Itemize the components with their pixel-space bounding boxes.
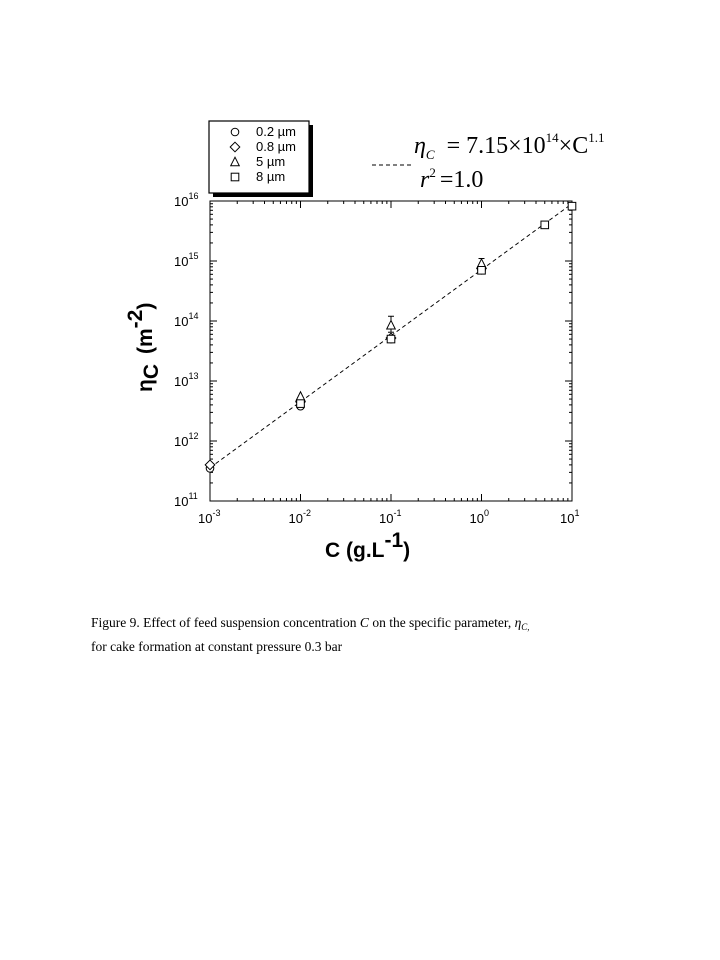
fit-c-exp: 1.1: [588, 130, 605, 145]
x-tick-exp: -3: [212, 508, 221, 518]
plot-frame: [210, 201, 572, 501]
figure-caption: [91, 613, 651, 656]
x-tick-labels: [198, 508, 579, 526]
svg-text:ηC= 7.15×1014×C1.1: [414, 130, 604, 162]
y-tick-exp: 14: [188, 311, 199, 321]
y-tick-base: 10: [174, 314, 189, 329]
y-tick-label: [174, 191, 198, 209]
y-axis-unit: (m: [134, 328, 157, 354]
legend-label: 5 µm: [256, 154, 286, 169]
y-tick-label: [174, 251, 198, 269]
y-tick-label: [174, 311, 198, 329]
legend-label: 0.2 µm: [256, 124, 297, 139]
y-tick-exp: 15: [188, 251, 199, 261]
x-axis-label-suffix: ): [403, 539, 411, 562]
y-tick-exp: 12: [188, 431, 199, 441]
fit-times-c: ×C: [558, 133, 589, 159]
fit-rhs-exp: 14: [545, 130, 559, 145]
y-tick-base: 10: [174, 494, 189, 509]
axis-ticks: [210, 201, 572, 501]
legend-label: 0.8 µm: [256, 139, 297, 154]
y-axis-title: [124, 303, 163, 392]
svg-text:r2=1.0: [420, 165, 483, 193]
y-axis-label-sub: C: [140, 364, 163, 380]
x-tick-base: 10: [288, 511, 303, 526]
legend-label: 8 µm: [256, 169, 286, 184]
y-tick-exp: 16: [188, 191, 199, 201]
caption-middle: on the specific parameter,: [368, 615, 515, 630]
fit-r2-exp: 2: [429, 165, 436, 180]
caption-eta: η: [514, 615, 522, 630]
x-tick-exp: 1: [574, 508, 580, 518]
x-tick-exp: 0: [483, 508, 489, 518]
y-tick-label: [174, 371, 198, 389]
y-tick-labels: [174, 191, 198, 509]
error-bars: [388, 259, 485, 333]
x-tick-label: [560, 508, 579, 526]
y-tick-base: 10: [174, 194, 189, 209]
fit-eta-symbol: η: [414, 133, 426, 159]
fit-eta-sub: C: [425, 147, 435, 162]
data-point-square: [541, 221, 549, 229]
data-point-square: [478, 266, 486, 274]
x-tick-exp: -2: [302, 508, 311, 518]
fit-r2-label: r: [420, 167, 430, 193]
data-point-square: [297, 400, 305, 408]
fit-r2-value: =1.0: [439, 167, 484, 193]
x-tick-base: 10: [560, 511, 575, 526]
data-point-triangle: [296, 392, 305, 401]
data-point-square: [568, 202, 576, 210]
caption-var-c: C: [359, 615, 369, 630]
x-axis-title: [325, 529, 410, 562]
y-tick-base: 10: [174, 434, 189, 449]
x-tick-base: 10: [469, 511, 484, 526]
x-tick-label: [289, 508, 311, 526]
y-tick-base: 10: [174, 254, 189, 269]
fit-rhs: = 7.15×10: [446, 133, 546, 159]
y-axis-unit-suffix: ): [134, 302, 157, 310]
y-axis-unit-exp: -2: [124, 309, 147, 329]
caption-prefix: Figure 9. Effect of feed suspension concentration: [91, 615, 360, 630]
x-tick-label: [379, 508, 401, 526]
x-tick-base: 10: [198, 511, 213, 526]
data-point-square: [387, 335, 395, 343]
legend-marker-circle: [231, 128, 239, 136]
y-tick-base: 10: [174, 374, 189, 389]
data-markers: [205, 202, 576, 472]
y-tick-exp: 13: [188, 371, 199, 381]
y-tick-label: [174, 491, 198, 509]
y-tick-label: [174, 431, 198, 449]
x-tick-label: [198, 508, 220, 526]
data-point-triangle: [387, 320, 396, 329]
fit-equation: [372, 130, 604, 193]
x-tick-exp: -1: [393, 508, 402, 518]
x-axis-label: C (g.L: [325, 539, 385, 562]
caption-eta-sub: C,: [521, 622, 530, 632]
x-tick-base: 10: [379, 511, 394, 526]
caption-line2: for cake formation at constant pressure 0.3 bar: [91, 639, 343, 654]
legend-marker-square: [231, 173, 239, 181]
x-tick-label: [470, 508, 489, 526]
y-axis-label: η: [134, 379, 157, 392]
y-tick-exp: 11: [188, 491, 198, 501]
x-axis-label-exp: -1: [384, 529, 404, 552]
